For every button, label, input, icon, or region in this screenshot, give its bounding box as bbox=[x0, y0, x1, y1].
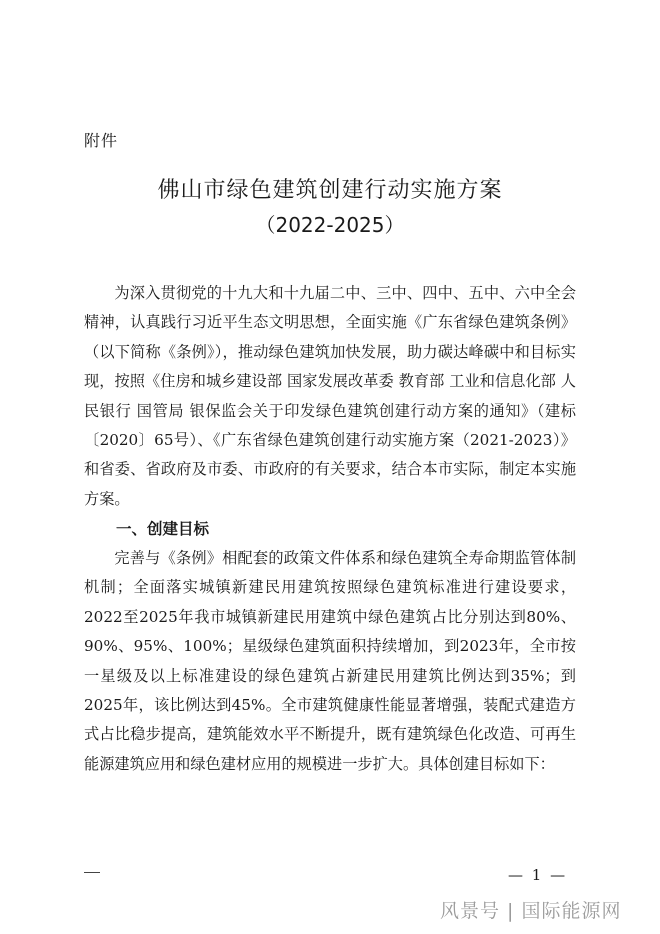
intro-paragraph: 为深入贯彻党的十九大和十九届二中、三中、四中、五中、六中全会精神，认真践行习近平生态文明思想，全面实施《广东省绿色建筑条例》（以下简称《条例》），推动绿色建筑加快发展，助力碳达峰碳中和目标实现，按照《住房和城乡建设部 国家发展改革委 教育部 工业和信息化部 人民银行 国管局 银保监会关于印发绿色建筑创建行动方案的通知》（建标〔2020〕65号）、《广东省绿色建筑创建行动实施方案（2021-2023）》和省委、省政府及市委、市政府的有关要求，结合本市实际，制定本实施方案。 bbox=[84, 284, 576, 508]
page-number: — 1 — bbox=[508, 866, 568, 884]
goal-paragraph: 完善与《条例》相配套的政策文件体系和绿色建筑全寿命期监管体制机制；全面落实城镇新建民用建筑按照绿色建筑标准进行建设要求，2022至2025年我市城镇新建民用建筑中绿色建筑占比分别达到80%、90%、95%、100%；星级绿色建筑面积持续增加，到2023年，全市按一星级及以上标准建设的绿色建筑占新建民用建筑比例达到35%；到2025年，该比例达到45%。全市建筑健康性能显著增强，装配式建造方式占比稳步提高，建筑能效水平不断提升，既有建筑绿色化改造、可再生能源建筑应用和绿色建材应用的规模进一步扩大。具体创建目标如下： bbox=[84, 549, 576, 773]
watermark: 风景号 | 国际能源网 bbox=[440, 900, 622, 922]
section-heading: 一、创建目标 bbox=[116, 520, 210, 538]
document-title: 佛山市绿色建筑创建行动实施方案 bbox=[157, 178, 503, 203]
footer-mark bbox=[84, 872, 100, 873]
attachment-label: 附件 bbox=[84, 131, 119, 150]
document-subtitle: （2022-2025） bbox=[255, 213, 405, 237]
